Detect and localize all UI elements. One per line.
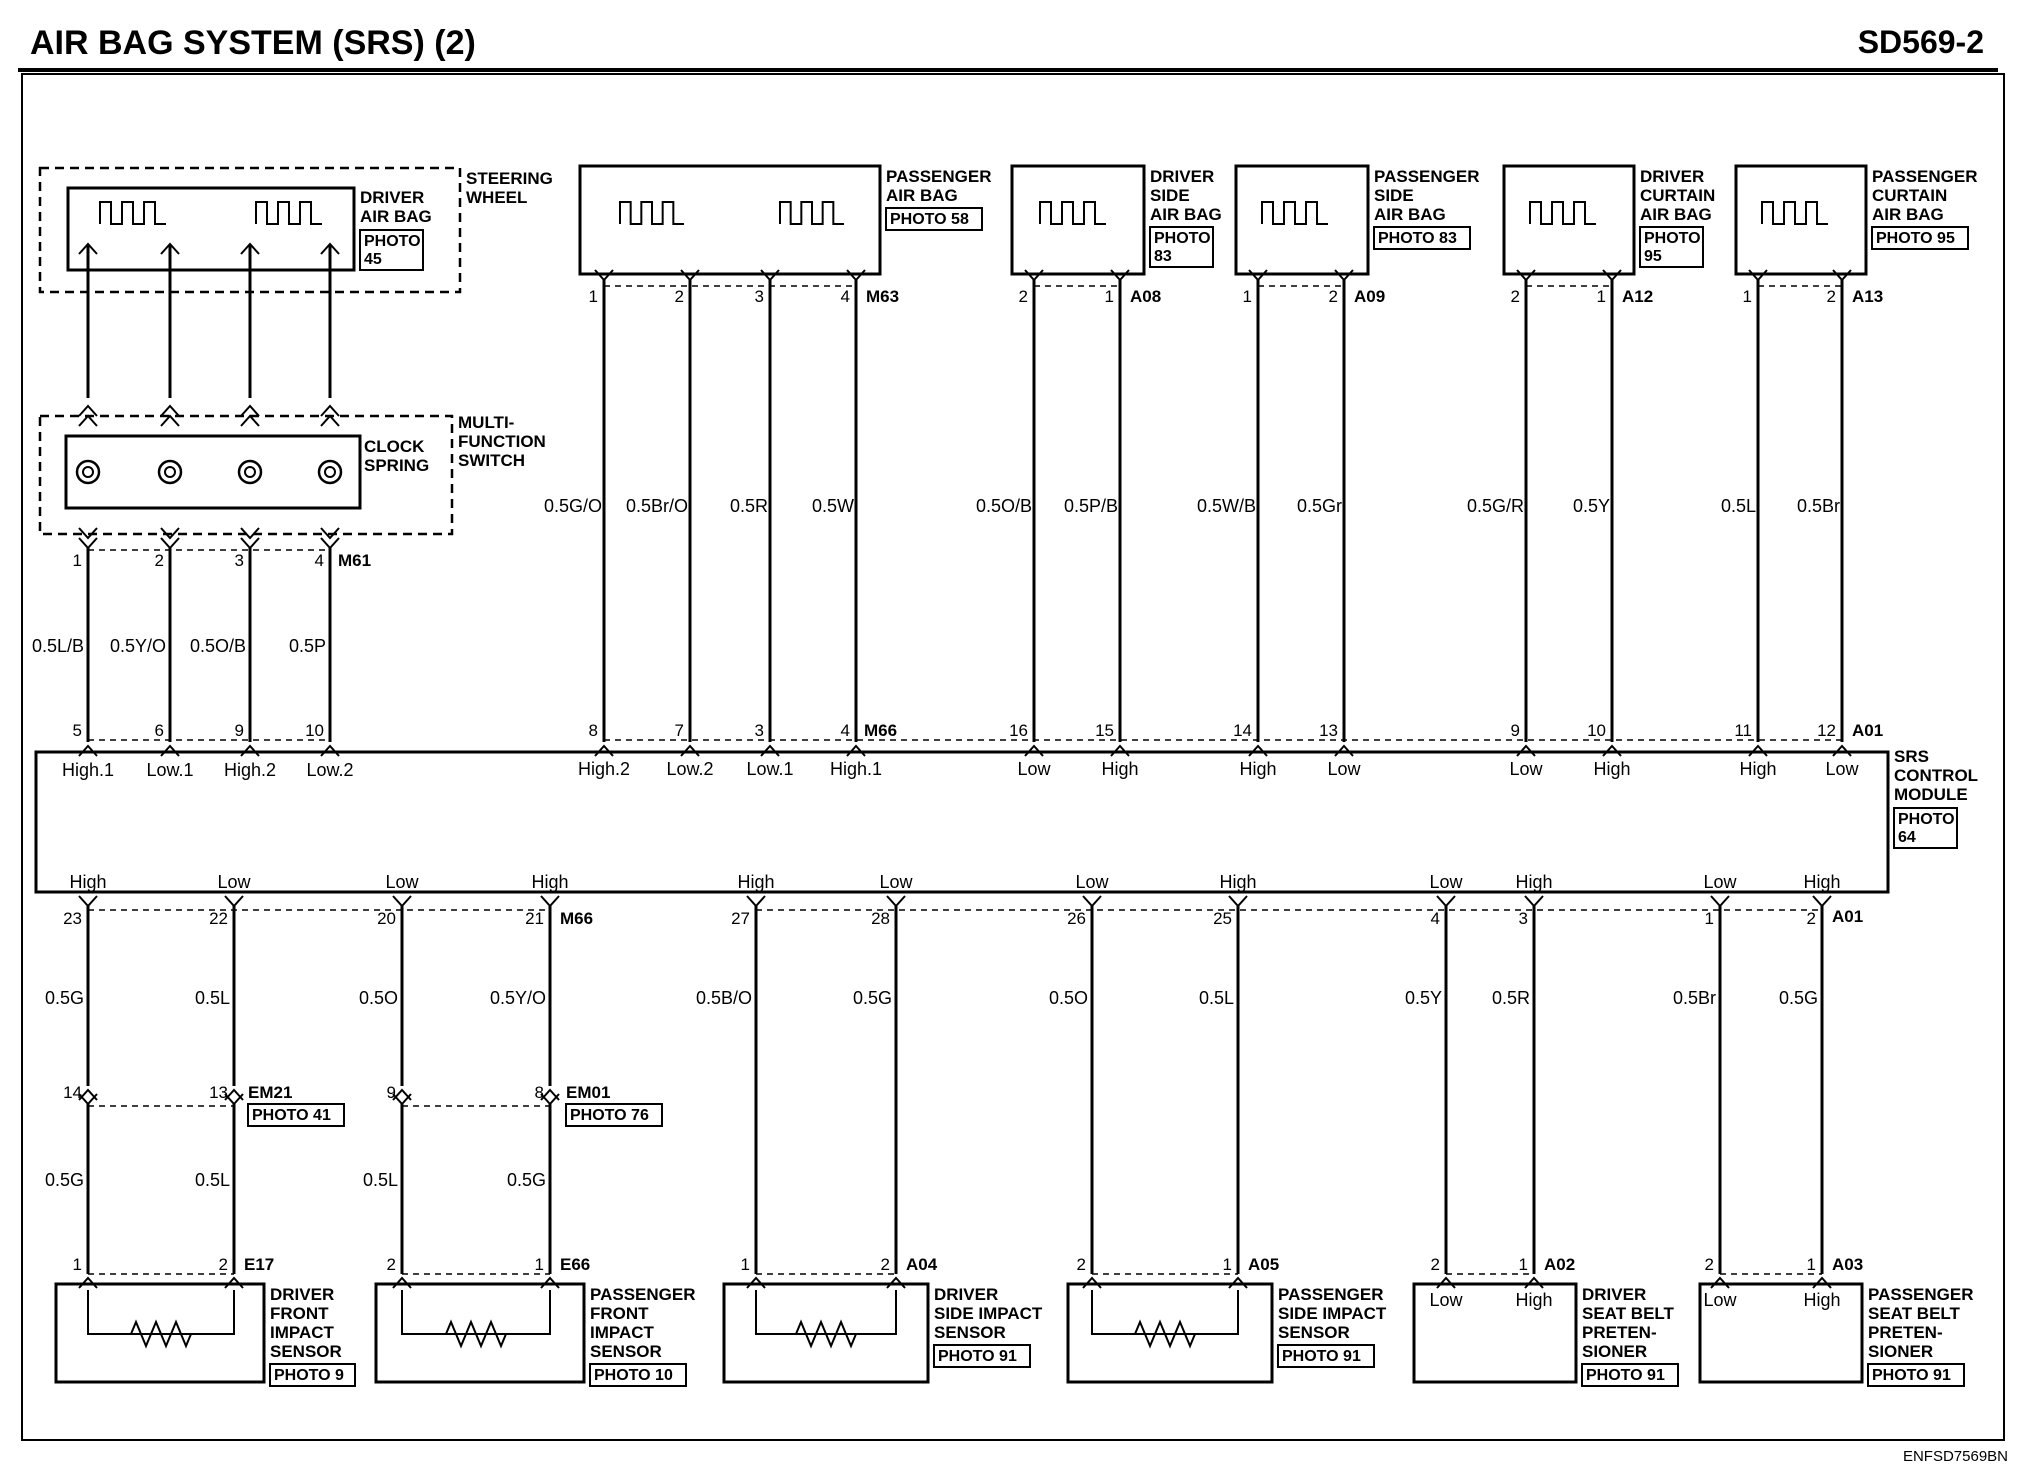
module-signal-label: High [1101,759,1139,779]
module-bottom-pin [1711,896,1729,906]
module-signal-label: High [69,872,107,892]
clock-spring-bottom-pin [161,538,179,548]
module-signal-label: High [1239,759,1277,779]
wire-code: 0.5L [194,1170,230,1190]
pin-number: 9 [234,721,244,740]
module-signal-label: High [1219,872,1257,892]
pin-number: 1 [1518,1255,1528,1274]
wire-code: 0.5Br [1672,988,1716,1008]
impact-sensor-resistor [101,1322,221,1346]
upper-component-photo: PHOTO 58 [890,211,969,228]
pin-number: 6 [154,721,164,740]
clock-spring-coil-inner [245,467,255,477]
sensor-loop [756,1290,896,1334]
lower-component-label: IMPACT [270,1323,334,1342]
clock-spring-top-pin [79,406,97,416]
lower-component-photo: PHOTO 91 [938,1348,1017,1365]
module-signal-label: Low [1017,759,1051,779]
lower-component-label: SIONER [1582,1342,1648,1361]
pin-number: 2 [1018,287,1028,306]
srs-control-module-label: MODULE [1894,785,1968,804]
module-signal-label: High.2 [223,760,277,780]
wire-code: 0.5G/R [1466,496,1524,516]
module-signal-label: High [1593,759,1631,779]
pin-number: 3 [754,287,764,306]
upper-component-label: AIR BAG [1640,205,1712,224]
lower-component-label: FRONT [590,1304,649,1323]
lower-component-label: SIDE IMPACT [1278,1304,1387,1323]
wire-code: 0.5Y [1404,988,1442,1008]
pin-number: 20 [377,909,396,928]
multi-function-switch-label: FUNCTION [458,432,546,451]
pin-number: 1 [1222,1255,1232,1274]
module-signal-label: Low [217,872,251,892]
wire-code: 0.5R [1491,988,1530,1008]
lower-component-photo: PHOTO 91 [1872,1367,1951,1384]
upper-component-squib [620,202,684,224]
module-signal-label: Low [385,872,419,892]
wire-code: 0.5G [44,1170,84,1190]
module-bottom-pin [747,896,765,906]
pin-number: 23 [63,909,82,928]
impact-sensor-resistor [766,1322,886,1346]
pin-number: 13 [1319,721,1338,740]
pretensioner-pin-label: High [1803,1290,1841,1310]
clock-spring-coil-inner [83,467,93,477]
wire-code: 0.5O [358,988,398,1008]
pin-number: 4 [314,551,324,570]
upper-component-label: PASSENGER [1374,167,1480,186]
upper-component-label: SIDE [1374,186,1414,205]
impact-sensor-resistor [416,1322,536,1346]
sensor-loop [1092,1290,1238,1334]
pin-number: 27 [731,909,750,928]
wire-code: 0.5B/O [695,988,752,1008]
wire-code: 0.5O/B [189,636,246,656]
lower-connector-id: E17 [244,1255,275,1274]
pin-number: 4 [840,721,850,740]
pin-number: 13 [209,1083,228,1102]
lower-component-label: PASSENGER [1868,1285,1974,1304]
driver-air-bag-label: AIR BAG [360,207,432,226]
sensor-loop [88,1290,234,1334]
clock-spring-coil-inner [325,467,335,477]
sensor-loop [402,1290,550,1334]
pin-number: 2 [1510,287,1520,306]
module-bottom-pin [1229,896,1247,906]
module-signal-label: Low [1075,872,1109,892]
lower-component-label: SEAT BELT [1582,1304,1674,1323]
wire-code: 0.5P/B [1063,496,1118,516]
upper-connector-id: A08 [1130,287,1162,306]
lower-component-label: SENSOR [934,1323,1006,1342]
upper-component-label: AIR BAG [886,186,958,205]
upper-component-label: DRIVER [1150,167,1215,186]
module-connector-m66-bottom: M66 [560,909,594,928]
wire-code: 0.5G [1778,988,1818,1008]
lower-connector-id: A05 [1248,1255,1280,1274]
page-code: SD569-2 [1857,24,1984,60]
lower-connector-id: A02 [1544,1255,1576,1274]
wire-code: 0.5Br/O [625,496,688,516]
module-signal-label: Low.1 [146,760,194,780]
upper-component-body [1504,166,1634,274]
pretensioner-pin-label: Low [1429,1290,1463,1310]
module-signal-label: High.1 [61,760,115,780]
upper-component-label: SIDE [1150,186,1190,205]
upper-component-label: CURTAIN [1640,186,1716,205]
module-signal-label: Low.1 [746,759,794,779]
wire-code: 0.5L [362,1170,398,1190]
pin-number: 26 [1067,909,1086,928]
pin-number: 2 [1806,909,1816,928]
clock-spring-bottom-pin [79,538,97,548]
pin-number: 5 [72,721,82,740]
lower-component-label: DRIVER [270,1285,335,1304]
module-connector-m66: M66 [864,721,898,740]
clock-spring-top-pin [79,416,97,426]
steering-wheel-label: STEERING [466,169,553,188]
clock-spring-body [66,436,360,508]
pin-number: 2 [218,1255,228,1274]
module-signal-label: High.1 [829,759,883,779]
upper-component-photo: PHOTO [1644,230,1701,247]
lower-component-label: PASSENGER [1278,1285,1384,1304]
pin-number: 9 [1510,721,1520,740]
pin-number: 25 [1213,909,1232,928]
module-signal-label: Low.2 [306,760,354,780]
clock-spring-top-pin [241,406,259,416]
upper-component-label: AIR BAG [1150,205,1222,224]
module-signal-label: Low [1509,759,1543,779]
wire-code: 0.5G [506,1170,546,1190]
intermediate-connector-photo: PHOTO 41 [252,1107,331,1124]
wire-code: 0.5G [44,988,84,1008]
pin-number: 28 [871,909,890,928]
driver-air-bag-photo: PHOTO [364,233,421,250]
lower-connector-id: E66 [560,1255,591,1274]
upper-connector-id: A09 [1354,287,1386,306]
footer-code: ENFSD7569BN [1902,1448,2008,1465]
upper-component-label: AIR BAG [1374,205,1446,224]
lower-component-label: SENSOR [270,1342,342,1361]
upper-component-photo: 83 [1154,248,1172,265]
page-title: AIR BAG SYSTEM (SRS) (2) [30,24,476,62]
pin-number: 1 [1596,287,1606,306]
multi-function-switch-label: SWITCH [458,451,526,470]
pin-number: 2 [1704,1255,1714,1274]
multi-function-switch-label: MULTI- [458,413,515,432]
clock-spring-top-pin [321,406,339,416]
upper-component-label: PASSENGER [886,167,992,186]
pin-number: 2 [674,287,684,306]
wire-code: 0.5Y [1572,496,1610,516]
pin-number: 1 [1742,287,1752,306]
pin-number: 4 [1430,909,1440,928]
upper-component-photo: PHOTO 83 [1378,230,1457,247]
pin-number: 21 [525,909,544,928]
upper-component-body [1012,166,1144,274]
pin-number: 12 [1817,721,1836,740]
module-bottom-pin [1437,896,1455,906]
pin-number: 1 [72,1255,82,1274]
lower-connector-id: A03 [1832,1255,1864,1274]
clock-spring-top-pin [161,406,179,416]
module-bottom-pin [1083,896,1101,906]
wire-code: 0.5L [1720,496,1756,516]
clock-spring-top-pin [161,416,179,426]
pin-number: 11 [1734,721,1752,740]
pin-number: 1 [740,1255,750,1274]
clock-spring-coil [319,461,341,483]
lower-component-label: SEAT BELT [1868,1304,1960,1323]
driver-air-bag-squib-2 [256,202,322,224]
lower-component-photo: PHOTO 10 [594,1367,673,1384]
module-bottom-pin [541,896,559,906]
lower-component-label: PRETEN- [1582,1323,1657,1342]
upper-component-body [580,166,880,274]
clock-spring-label: SPRING [364,456,430,475]
lower-component-label: FRONT [270,1304,329,1323]
module-signal-label: High [1803,872,1841,892]
wire-code: 0.5Br [1796,496,1840,516]
upper-connector-id: A13 [1852,287,1884,306]
module-signal-label: High.2 [577,759,631,779]
wire-code: 0.5L/B [31,636,84,656]
lower-component-photo: PHOTO 91 [1282,1348,1361,1365]
upper-component-body [1236,166,1368,274]
module-bottom-pin [393,896,411,906]
intermediate-connector-photo: PHOTO 76 [570,1107,649,1124]
lower-component-photo: PHOTO 9 [274,1367,344,1384]
pin-number: 9 [386,1083,396,1102]
upper-component-squib [1762,202,1828,224]
clock-spring-coil [159,461,181,483]
wire-code: 0.5R [729,496,768,516]
intermediate-connector-id: EM21 [248,1083,293,1102]
wire-code: 0.5O/B [975,496,1032,516]
module-signal-label: High [1739,759,1777,779]
wire-code: 0.5W [811,496,854,516]
module-signal-label: Low [1429,872,1463,892]
upper-component-photo: PHOTO [1154,230,1211,247]
upper-connector-id: A12 [1622,287,1654,306]
lower-connector-id: A04 [906,1255,938,1274]
pin-number: 1 [1704,909,1714,928]
clock-spring-coil [77,461,99,483]
upper-component-photo: 95 [1644,248,1662,265]
pin-number: 1 [1806,1255,1816,1274]
module-signal-label: Low [1825,759,1859,779]
module-signal-label: Low [879,872,913,892]
wire-code: 0.5P [288,636,326,656]
pin-number: 3 [1518,909,1528,928]
intermediate-connector-id: EM01 [566,1083,611,1102]
pin-number: 2 [1430,1255,1440,1274]
upper-component-squib [1040,202,1106,224]
clock-spring-top-pin [241,416,259,426]
wire-code: 0.5Y/O [489,988,546,1008]
pin-number: 14 [63,1083,82,1102]
wire-code: 0.5W/B [1196,496,1256,516]
clock-spring-label: CLOCK [364,437,425,456]
wire-code: 0.5O [1048,988,1088,1008]
pin-number: 2 [1076,1255,1086,1274]
lower-component-label: PASSENGER [590,1285,696,1304]
driver-air-bag-photo: 45 [364,251,382,268]
upper-connector-id: M63 [866,287,900,306]
wire-code: 0.5G/O [543,496,602,516]
pin-number: 2 [880,1255,890,1274]
pin-number: 2 [1826,287,1836,306]
module-signal-label: Low [1703,872,1737,892]
pin-number: 7 [674,721,684,740]
lower-component-photo: PHOTO 91 [1586,1367,1665,1384]
connector-id-m61: M61 [338,551,372,570]
pin-number: 1 [588,287,598,306]
lower-component-label: SIONER [1868,1342,1934,1361]
module-signal-label: High [1515,872,1553,892]
pin-number: 3 [234,551,244,570]
lower-component-label: DRIVER [1582,1285,1647,1304]
lower-component-label: SIDE IMPACT [934,1304,1043,1323]
srs-control-module-label: CONTROL [1894,766,1979,785]
pin-number: 8 [588,721,598,740]
upper-component-label: AIR BAG [1872,205,1944,224]
upper-component-photo: PHOTO 95 [1876,230,1955,247]
diagram-frame [22,74,2004,1440]
lower-component-label: SENSOR [1278,1323,1350,1342]
module-signal-label: Low [1327,759,1361,779]
wire-code: 0.5G [852,988,892,1008]
pin-number: 2 [154,551,164,570]
pin-number: 8 [534,1083,544,1102]
pin-number: 10 [1587,721,1606,740]
pin-number: 16 [1009,721,1028,740]
upper-component-label: CURTAIN [1872,186,1948,205]
module-bottom-pin [1813,896,1831,906]
pin-number: 2 [1328,287,1338,306]
steering-wheel-label: WHEEL [466,188,528,207]
module-signal-label: Low.2 [666,759,714,779]
driver-air-bag-squib-1 [100,202,166,224]
module-connector-a01-bottom: A01 [1832,907,1864,926]
module-signal-label: High [531,872,569,892]
module-bottom-pin [225,896,243,906]
pin-number: 2 [386,1255,396,1274]
module-bottom-pin [79,896,97,906]
srs-control-module-photo: 64 [1898,829,1916,846]
impact-sensor-resistor [1105,1322,1225,1346]
upper-component-squib [1530,202,1596,224]
clock-spring-bottom-pin [321,538,339,548]
module-connector-a01: A01 [1852,721,1884,740]
clock-spring-bottom-pin [241,538,259,548]
lower-component-label: IMPACT [590,1323,654,1342]
module-bottom-pin [1525,896,1543,906]
upper-component-body [1736,166,1866,274]
upper-component-squib [780,202,844,224]
lower-component-label: SENSOR [590,1342,662,1361]
wire-code: 0.5Y/O [109,636,166,656]
clock-spring-coil [239,461,261,483]
srs-control-module-label: SRS [1894,747,1929,766]
wire-code: 0.5L [1198,988,1234,1008]
wire-code: 0.5Gr [1296,496,1342,516]
pin-number: 10 [305,721,324,740]
wire-code: 0.5L [194,988,230,1008]
upper-component-squib [1262,202,1328,224]
lower-component-label: DRIVER [934,1285,999,1304]
pin-number: 1 [1242,287,1252,306]
upper-component-label: PASSENGER [1872,167,1978,186]
pin-number: 15 [1095,721,1114,740]
driver-air-bag-label: DRIVER [360,188,425,207]
lower-component-label: PRETEN- [1868,1323,1943,1342]
pin-number: 3 [754,721,764,740]
pin-number: 14 [1233,721,1252,740]
pin-number: 4 [840,287,850,306]
srs-control-module-photo: PHOTO [1898,811,1955,828]
driver-air-bag-body [68,188,354,270]
module-signal-label: High [737,872,775,892]
clock-spring-top-pin [321,416,339,426]
pin-number: 1 [1104,287,1114,306]
upper-component-label: DRIVER [1640,167,1705,186]
module-bottom-pin [887,896,905,906]
pretensioner-pin-label: High [1515,1290,1553,1310]
pin-number: 22 [209,909,228,928]
pretensioner-pin-label: Low [1703,1290,1737,1310]
pin-number: 1 [72,551,82,570]
clock-spring-coil-inner [165,467,175,477]
pin-number: 1 [534,1255,544,1274]
